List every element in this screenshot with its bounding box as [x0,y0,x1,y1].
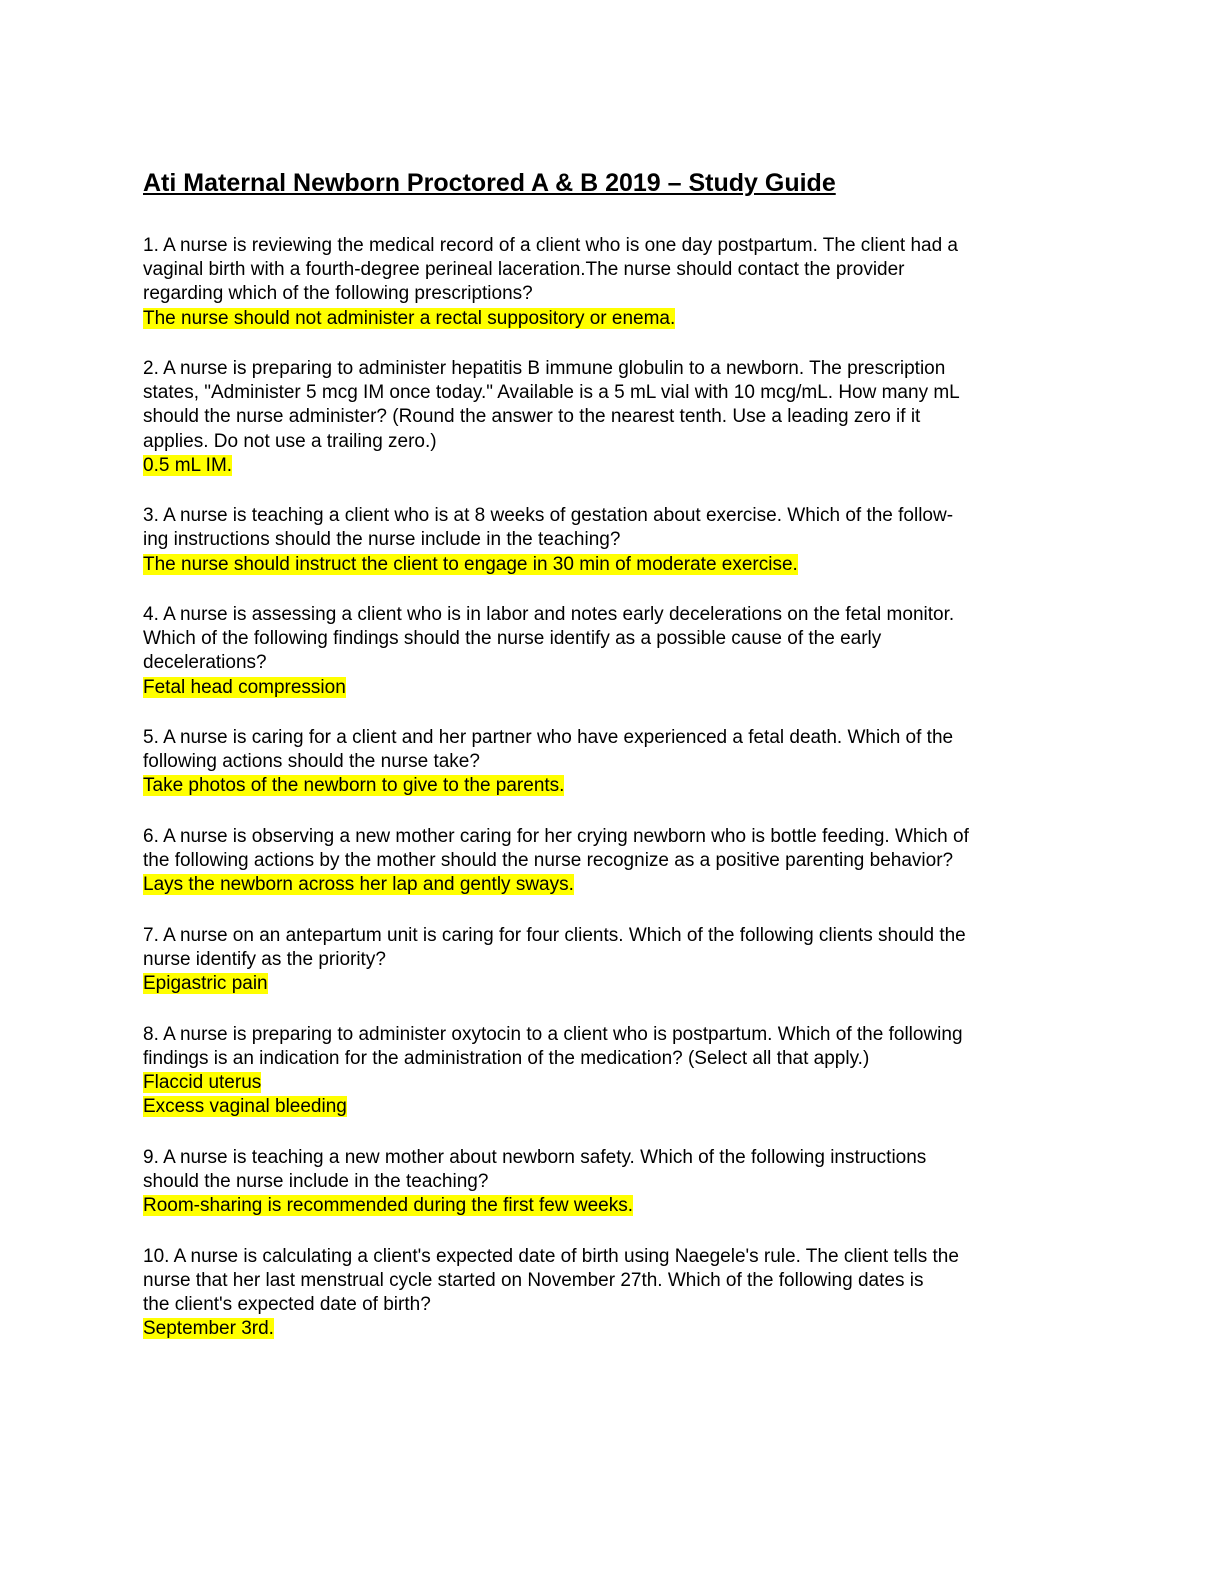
question-7 [143,924,1063,997]
question-text-line: should the nurse include in the teaching? [143,1170,489,1192]
question-text-line: findings is an indication for the administration of the medication? (Select all that apply.) [143,1047,870,1069]
question-8 [143,1023,1063,1120]
question-text-line: should the nurse administer? (Round the answer to the nearest tenth. Use a leading zero if it [143,406,921,428]
question-10 [143,1245,1063,1342]
question-text-line: vaginal birth with a fourth-degree perineal laceration.The nurse should contact the provider [143,259,905,281]
document-page [143,166,1063,1368]
question-text-line: 6. A nurse is observing a new mother caring for her crying newborn who is bottle feeding. Which of [143,825,969,847]
question-5 [143,726,1063,799]
question-2 [143,357,1063,478]
question-text-line: 7. A nurse on an antepartum unit is caring for four clients. Which of the following clients should the [143,924,966,946]
highlighted-answer: The nurse should not administer a rectal suppository or enema. [143,307,676,329]
highlighted-answer: Take photos of the newborn to give to the parents. [143,775,565,797]
highlighted-answer: Excess vaginal bleeding [143,1096,347,1118]
highlighted-answer: Flaccid uterus [143,1071,262,1093]
question-9 [143,1146,1063,1219]
question-text-line: 4. A nurse is assessing a client who is in labor and notes early decelerations on the fetal monitor. [143,604,955,626]
question-1 [143,234,1063,331]
question-text-line: states, "Administer 5 mcg IM once today." Available is a 5 mL vial with 10 mcg/mL. How many mL [143,382,960,404]
question-text-line: Which of the following findings should the nurse identify as a possible cause of the early [143,628,882,650]
question-text-line: nurse identify as the priority? [143,948,386,970]
question-text-line: applies. Do not use a trailing zero.) [143,430,437,452]
highlighted-answer: Epigastric pain [143,973,268,995]
highlighted-answer: September 3rd. [143,1318,274,1340]
question-text-line: ing instructions should the nurse include in the teaching? [143,529,621,551]
highlighted-answer: Room-sharing is recommended during the first few weeks. [143,1195,633,1217]
question-text-line: the following actions by the mother should the nurse recognize as a positive parenting behavior? [143,850,954,872]
question-text-line: 2. A nurse is preparing to administer hepatitis B immune globulin to a newborn. The prescription [143,358,946,380]
question-6 [143,825,1063,898]
document-title: Ati Maternal Newborn Proctored A & B 2019 – Study Guide [143,169,836,197]
highlighted-answer: Fetal head compression [143,676,346,698]
question-text-line: 5. A nurse is caring for a client and her partner who have experienced a fetal death. Which of the [143,727,954,749]
question-text-line: decelerations? [143,652,267,674]
question-text-line: nurse that her last menstrual cycle started on November 27th. Which of the following dates is [143,1269,924,1291]
question-text-line: 10. A nurse is calculating a client's expected date of birth using Naegele's rule. The client tells the [143,1245,959,1267]
highlighted-answer: Lays the newborn across her lap and gently sways. [143,874,574,896]
question-3 [143,504,1063,577]
question-text-line: 9. A nurse is teaching a new mother about newborn safety. Which of the following instructions [143,1146,927,1168]
question-text-line: regarding which of the following prescriptions? [143,283,533,305]
question-4 [143,603,1063,700]
question-text-line: 3. A nurse is teaching a client who is at 8 weeks of gestation about exercise. Which of the follow- [143,505,954,527]
highlighted-answer: The nurse should instruct the client to engage in 30 min of moderate exercise. [143,553,798,575]
question-text-line: 1. A nurse is reviewing the medical record of a client who is one day postpartum. The client had a [143,235,958,256]
highlighted-answer: 0.5 mL IM. [143,454,233,476]
question-text-line: 8. A nurse is preparing to administer oxytocin to a client who is postpartum. Which of the following [143,1023,963,1045]
question-text-line: the client's expected date of birth? [143,1293,431,1315]
question-text-line: following actions should the nurse take? [143,751,480,773]
